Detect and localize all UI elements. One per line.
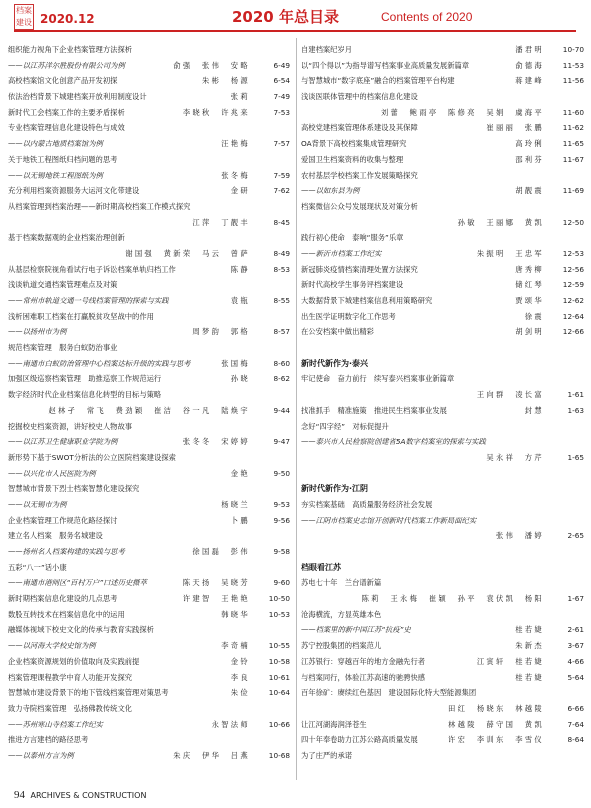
toc-entry [8, 419, 290, 435]
page-title-en: Contents of 2020 [381, 10, 473, 24]
toc-entry-page: 3-67 [567, 641, 584, 651]
page-title: 2020 年总目录 [232, 8, 339, 26]
toc-entry [8, 73, 290, 89]
toc-entry-authors: 崔丽丽 张鹏 [486, 123, 544, 133]
toc-entry-page: 7-49 [273, 92, 290, 102]
toc-entry-title: 浅谈医联体管理中的档案信息化建设 [301, 92, 418, 102]
toc-entry [8, 168, 290, 184]
toc-entry-title: ——以扬州市为例 [8, 327, 67, 337]
toc-entry-page: 11-69 [562, 186, 584, 196]
toc-entry-authors: 陈静 [230, 264, 250, 274]
toc-entry [8, 638, 290, 654]
toc-entry [301, 246, 584, 262]
toc-gap [301, 544, 584, 560]
toc-section-heading [301, 560, 584, 576]
toc-entry-title: ——南通市港闸区“百村万户”口述历史摄萃 [8, 578, 147, 588]
toc-entry-authors: 孙晓 [230, 374, 250, 384]
toc-entry-authors: 吴永祥 方芹 [486, 452, 544, 462]
toc-entry-authors: 俞德海 [515, 60, 544, 70]
issue-label: 2020.12 [40, 12, 95, 26]
toc-entry-authors: 孙敏 王丽娜 黄凯 [457, 217, 544, 227]
toc-entry-authors: 潘君明 [515, 45, 544, 54]
toc-entry [8, 560, 290, 576]
toc-entry-title: 组织能力视角下企业档案管理方法探析 [8, 45, 133, 54]
toc-entry-authors: 胡剑明 [515, 327, 544, 337]
toc-entry-title: 高校档案馆文化创意产品开发初探 [8, 76, 118, 86]
toc-entry [301, 622, 584, 638]
toc-entry [8, 105, 290, 121]
toc-entry-title: ——新沂市档案工作纪实 [301, 248, 382, 258]
toc-entry [8, 670, 290, 686]
toc-entry [301, 371, 584, 387]
toc-entry-authors: 赵林孑 常飞 费劲颖 崔洁 谷一凡 陆焕宇 [48, 405, 250, 415]
toc-entry-page: 8-57 [273, 327, 290, 337]
toc-entry-title: 与档案同行，体验江苏高速的驰骋快感 [301, 672, 426, 682]
toc-entry-authors: 汪艳梅 [221, 139, 250, 149]
toc-section-heading [301, 481, 584, 497]
toc-entry-title: 让江河湖海润泽苍生 [301, 719, 367, 729]
toc-entry-title: 智慧城市建设背景下的地下管线档案管理对策思考 [8, 688, 169, 698]
toc-entry-page: 10-58 [268, 656, 290, 666]
toc-entry [301, 105, 584, 121]
toc-entry [301, 152, 584, 168]
toc-entry-authors: 唐秀柳 [515, 264, 544, 274]
toc-entry-authors: 韩晓华 [221, 609, 250, 619]
toc-entry [8, 58, 290, 74]
toc-entry [8, 575, 290, 591]
toc-entry-page: 12-59 [562, 280, 584, 290]
column-divider [296, 38, 297, 780]
toc-entry-authors: 贾颂华 [515, 296, 544, 305]
toc-entry-page: 10-61 [268, 672, 290, 682]
toc-entry [8, 701, 290, 717]
toc-entry [301, 654, 584, 670]
toc-entry-title: ——以泰州方言为例 [8, 750, 74, 760]
toc-entry-title: 从基层检察院视角看试行电子诉讼档案单轨归档工作 [8, 264, 176, 274]
toc-entry-title: 数字经济时代企业档案信息化转型的目标与策略 [8, 390, 162, 400]
toc-entry-page: 8-45 [273, 217, 290, 227]
toc-entry [301, 528, 584, 544]
toc-entry-page: 10-66 [268, 719, 290, 729]
toc-entry [8, 230, 290, 246]
toc-entry-page: 4-66 [567, 656, 584, 666]
toc-entry-authors: 朱振明 王忠军 [476, 248, 544, 258]
toc-entry-page: 8-49 [273, 248, 290, 258]
toc-entry [8, 246, 290, 262]
journal-name: ARCHIVES & CONSTRUCTION [30, 791, 147, 800]
toc-entry-page: 1-63 [567, 405, 584, 415]
toc-entry-title: 与智慧城市“数字底座”融合的档案管理平台构建 [301, 76, 455, 86]
toc-entry-title: 念好“四字经” 对标促提升 [301, 421, 389, 431]
toc-entry [8, 387, 290, 403]
toc-entry-title: 新形势下基于SWOT分析法的公立医院档案建设探索 [8, 452, 176, 462]
toc-entry-title: 五彩“八一”话小康 [8, 562, 67, 572]
toc-entry-title: 基于档案数据观的企业档案治理创新 [8, 233, 125, 243]
toc-entry [8, 293, 290, 309]
toc-entry-authors: 陈天扬 吴晓芳 [182, 578, 250, 588]
toc-entry-title: 从档案管理到档案治理——新时期高校档案工作模式探究 [8, 201, 191, 211]
toc-entry [8, 544, 290, 560]
toc-entry-authors: 徐国磊 彭伟 [192, 547, 250, 556]
toc-entry-page: 2-65 [567, 531, 584, 541]
toc-entry-authors: 林越陵 薛守国 黄凯 [448, 719, 544, 729]
toc-entry [8, 371, 290, 387]
toc-entry-title: 企业档案管理工作规范化路径探讨 [8, 515, 118, 525]
toc-entry-page: 7-59 [273, 170, 290, 180]
toc-entry [301, 183, 584, 199]
toc-entry-title: ——档案里的新中国江苏“抗疫”史 [301, 625, 411, 635]
toc-entry [8, 466, 290, 482]
toc-entry-page: 12-62 [562, 296, 584, 305]
toc-entry [301, 607, 584, 623]
toc-entry-title: 档案微信公众号发展现状及对策分析 [301, 201, 418, 211]
toc-entry-authors: 许宏 李训东 李雪仪 [448, 735, 544, 745]
toc-entry [8, 513, 290, 529]
toc-entry-title: 找准抓手 精准施策 推进民生档案事业发展 [301, 405, 447, 415]
toc-entry-title: 牢记使命 奋力前行 续写泰兴档案事业新篇章 [301, 374, 455, 384]
toc-entry-title: 推进方言建档的路径思考 [8, 735, 89, 745]
toc-entry-title: 档眼看江苏 [301, 562, 341, 572]
toc-entry [301, 732, 584, 748]
toc-entry [8, 481, 290, 497]
toc-entry-title: ——江阴市档案史志馆开创新时代档案工作新局面纪实 [301, 515, 477, 525]
toc-entry [301, 403, 584, 419]
toc-entry-authors: 张冬冬 宋婷婷 [182, 437, 250, 447]
toc-entry-title: ——南通市白蚁防治管理中心档案达标升级的实践与思考 [8, 358, 191, 368]
toc-entry-page: 11-60 [562, 107, 584, 117]
toc-entry [8, 89, 290, 105]
toc-entry-title: 江苏银行：穿越百年的地方金融先行者 [301, 656, 426, 666]
toc-entry-title: 企业档案资源规划的价值取向及实践前提 [8, 656, 140, 666]
toc-entry-title: 新时代新作为·泰兴 [301, 358, 369, 368]
toc-entry-page: 6-66 [567, 703, 584, 713]
toc-entry-authors: 储红琴 [515, 280, 544, 290]
toc-entry [301, 73, 584, 89]
toc-entry-page: 10-50 [268, 594, 290, 604]
toc-entry [8, 262, 290, 278]
toc-entry [301, 230, 584, 246]
toc-entry [8, 732, 290, 748]
toc-entry [301, 434, 584, 450]
toc-gap [301, 466, 584, 482]
toc-entry-page: 9-44 [273, 405, 290, 415]
toc-entry [8, 450, 290, 466]
toc-entry-page: 10-53 [268, 609, 290, 619]
toc-entry [8, 277, 290, 293]
toc-entry-title: 在公安档案中做出精彩 [301, 327, 374, 337]
toc-entry-page: 8-62 [273, 374, 290, 384]
toc-entry-page: 1-61 [567, 390, 584, 400]
toc-entry-page: 10-64 [268, 688, 290, 698]
toc-entry-authors: 桂若婕 [515, 672, 544, 682]
toc-entry-title: 爱国卫生档案资料的收集与整理 [301, 154, 404, 164]
toc-entry-title: 新冠肺炎疫情档案清理处置方法探究 [301, 264, 418, 274]
toc-entry-authors: 张国梅 [221, 358, 250, 368]
toc-entry-title: 专业档案管理信息化建设特色与成效 [8, 123, 125, 133]
toc-entry [301, 638, 584, 654]
toc-entry-authors: 高玲俐 [515, 139, 544, 149]
toc-entry-authors: 朱庆 伊华 吕燕 [173, 750, 250, 760]
toc-entry [301, 450, 584, 466]
toc-entry-authors: 卜鹏 [230, 515, 250, 525]
toc-entry-authors: 朱俭 [230, 688, 250, 698]
toc-entry-title: 浅谈轨道交通档案管理难点及对策 [8, 280, 118, 290]
toc-entry-authors: 金研 [230, 186, 250, 196]
toc-entry [301, 324, 584, 340]
toc-entry [8, 685, 290, 701]
toc-entry-title: ——以无锡地铁工程图纸为例 [8, 170, 103, 180]
toc-entry [301, 419, 584, 435]
toc-entry-authors: 金铃 [230, 656, 250, 666]
toc-entry-title: 浅析困难职工档案在打赢脱贫攻坚战中的作用 [8, 311, 154, 321]
toc-entry-title: 致力寺院档案管理 弘扬佛教传统文化 [8, 703, 133, 713]
toc-entry-page: 10-68 [268, 750, 290, 760]
toc-entry-title: 智慧城市背景下烈士档案智慧化建设探究 [8, 484, 140, 494]
toc-entry-page: 12-66 [562, 327, 584, 337]
toc-entry-page: 8-55 [273, 296, 290, 305]
toc-entry-title: ——以无锡市为例 [8, 499, 67, 509]
toc-entry-title: 高校党建档案管理体系建设及其保障 [301, 123, 418, 133]
toc-entry-title: 档案管理课程教学中育人功能开发探究 [8, 672, 133, 682]
toc-entry-authors: 朱新杰 [515, 641, 544, 651]
toc-entry-title: 苏电七十年 兰台谱新篇 [301, 578, 382, 588]
toc-entry-page: 8-53 [273, 264, 290, 274]
toc-entry-page: 11-65 [562, 139, 584, 149]
toc-entry-title: 融媒体视域下校史文化的传承与教育实践探析 [8, 625, 154, 635]
page-footer [14, 789, 146, 801]
toc-entry-authors: 李良 [230, 672, 250, 682]
toc-entry-authors: 封慧 [524, 405, 544, 415]
toc-entry [8, 607, 290, 623]
toc-entry-title: ——扬州名人档案构建的实践与思考 [8, 547, 125, 556]
toc-entry-authors: 李奇楠 [221, 641, 250, 651]
toc-entry [8, 497, 290, 513]
toc-entry [8, 199, 290, 215]
toc-right-column [301, 42, 584, 764]
toc-entry-page: 9-56 [273, 515, 290, 525]
toc-entry [8, 403, 290, 419]
toc-entry [301, 215, 584, 231]
toc-entry-page: 7-53 [273, 107, 290, 117]
toc-entry-page: 7-64 [567, 719, 584, 729]
toc-entry-page: 11-62 [562, 123, 584, 133]
toc-entry-title: 规范档案管理 服务白蚁防治事业 [8, 343, 118, 353]
toc-entry-title: ——以江苏卫生健康职业学院为例 [8, 437, 118, 447]
toc-entry-page: 6-49 [273, 60, 290, 70]
toc-entry-title: 践行初心使命 泰响“服务”乐章 [301, 233, 404, 243]
toc-entry-title: 充分利用档案资源服务大运河文化带建设 [8, 186, 140, 196]
toc-entry-page: 9-47 [273, 437, 290, 447]
toc-entry-title: ——以兴化市人民医院为例 [8, 468, 96, 478]
toc-entry [8, 309, 290, 325]
toc-entry [8, 42, 290, 58]
toc-entry-title: OA背景下高校档案集成管理研究 [301, 139, 407, 149]
toc-entry [301, 58, 584, 74]
toc-entry-title: 新时代工会档案工作的主要矛盾探析 [8, 107, 125, 117]
toc-entry [8, 324, 290, 340]
toc-entry-authors: 周梦韵 郭格 [192, 327, 250, 337]
toc-entry [8, 215, 290, 231]
toc-entry-page: 10-55 [268, 641, 290, 651]
toc-entry-title: 百年徐矿：赓续红色基因 建设国际化特大型能源集团 [301, 688, 477, 698]
toc-entry-page: 8-64 [567, 735, 584, 745]
toc-entry-page: 12-50 [562, 217, 584, 227]
toc-entry-page: 11-53 [562, 60, 584, 70]
toc-entry-page: 12-56 [562, 264, 584, 274]
toc-entry-page: 5-64 [567, 672, 584, 682]
toc-entry [8, 340, 290, 356]
toc-entry-page: 8-60 [273, 358, 290, 368]
toc-entry-title: 挖掘校史档案资源，讲好校史人物故事 [8, 421, 133, 431]
toc-entry-authors: 李晓秋 许兆来 [182, 107, 250, 117]
toc-entry-authors: 张伟 潘婷 [496, 531, 544, 541]
toc-entry [301, 685, 584, 701]
toc-entry [301, 309, 584, 325]
toc-entry-title: 沧海横流，方显英雄本色 [301, 609, 382, 619]
toc-entry-page: 1-65 [567, 452, 584, 462]
toc-entry-page: 9-60 [273, 578, 290, 588]
toc-entry-authors: 杨晓兰 [221, 499, 250, 509]
toc-entry-title: 苏宁控股集团的档案范儿 [301, 641, 382, 651]
toc-entry-title: 新时期档案信息化建设的几点思考 [8, 594, 118, 604]
toc-entry [301, 575, 584, 591]
toc-entry-page: 6-54 [273, 76, 290, 86]
toc-entry-title: ——以内蒙古地质档案馆为例 [8, 139, 103, 149]
toc-entry-title: 自建档案纪岁月 [301, 45, 353, 54]
toc-entry-page: 7-62 [273, 186, 290, 196]
toc-entry [301, 670, 584, 686]
toc-entry [8, 120, 290, 136]
toc-entry-title: 依法治档背景下城建档案开放利用制度设计 [8, 92, 147, 102]
toc-entry-page: 11-56 [562, 76, 584, 86]
toc-entry-authors: 田红 杨晓东 林越陵 [448, 703, 544, 713]
toc-entry-authors: 胡靓震 [515, 186, 544, 196]
toc-entry [301, 387, 584, 403]
toc-entry-title: 为了庄严的承诺 [301, 750, 353, 760]
toc-section-heading [301, 356, 584, 372]
toc-entry [8, 434, 290, 450]
toc-entry-authors: 金艳 [230, 468, 250, 478]
header-rule [14, 30, 576, 32]
toc-entry [301, 717, 584, 733]
toc-entry [301, 513, 584, 529]
toc-entry [301, 277, 584, 293]
toc-entry-page: 10-70 [562, 45, 584, 54]
toc-entry-title: 关于地铁工程图纸归档问题的思考 [8, 154, 118, 164]
toc-entry-page: 2-61 [567, 625, 584, 635]
toc-entry [301, 89, 584, 105]
toc-entry-title: 出生医学证明数字化工作思考 [301, 311, 396, 321]
toc-entry [301, 748, 584, 764]
toc-entry-authors: 徐震 [524, 311, 544, 321]
toc-entry-title: 以“四个得以”为指导谱写档案事业高质量发展新篇章 [301, 60, 470, 70]
toc-entry-page: 1-67 [567, 594, 584, 604]
toc-entry-authors: 蒋建峰 [515, 76, 544, 86]
toc-entry [301, 136, 584, 152]
toc-entry-authors: 永智法师 [211, 719, 250, 729]
toc-entry-title: 农村基层学校档案工作发展策略探究 [301, 170, 418, 180]
toc-entry-title: 数股互转技术在档案信息化中的运用 [8, 609, 125, 619]
toc-entry-authors: 陈莉 王永梅 崔颖 孙平 袁伏凯 杨阳 [361, 594, 544, 604]
toc-entry [301, 497, 584, 513]
toc-entry-title: 新时代新作为·江阴 [301, 484, 369, 494]
toc-entry-authors: 刘蕾 鲍雨亭 陈修亮 吴娟 虞海平 [380, 107, 544, 117]
toc-entry-authors: 许建智 王艳艳 [182, 594, 250, 604]
toc-entry [301, 120, 584, 136]
toc-entry-title: 夯实档案基础 高质量服务经济社会发展 [301, 499, 433, 509]
page-header [0, 0, 591, 38]
toc-entry-authors: 桂若婕 [515, 625, 544, 635]
toc-entry-page: 12-64 [562, 311, 584, 321]
toc-entry [8, 136, 290, 152]
toc-entry-title: 建立名人档案 服务名城建设 [8, 531, 103, 541]
toc-entry-authors: 邵利芬 [515, 154, 544, 164]
toc-entry [8, 356, 290, 372]
toc-entry-page: 7-57 [273, 139, 290, 149]
toc-entry-title: ——以如东县为例 [301, 186, 360, 196]
toc-entry-page: 12-53 [562, 248, 584, 258]
toc-entry-title: ——以河海大学校史馆为例 [8, 641, 96, 651]
toc-entry [301, 168, 584, 184]
toc-entry-authors: 王向群 凌长富 [476, 390, 544, 400]
toc-left-column [8, 42, 290, 764]
toc-entry-title: ——苏州寒山寺档案工作纪实 [8, 719, 103, 729]
toc-entry-authors: 张冬梅 [221, 170, 250, 180]
toc-entry [8, 591, 290, 607]
toc-entry-authors: 朱彬 杨源 [202, 76, 250, 86]
toc-entry-title: ——以江苏洋尔胜股份有限公司为例 [8, 60, 125, 70]
toc-entry-authors: 俞强 张伟 安略 [173, 60, 250, 70]
toc-entry-authors: 张莉 [230, 92, 250, 102]
toc-entry [301, 293, 584, 309]
toc-entry-page: 9-50 [273, 468, 290, 478]
toc-entry [301, 591, 584, 607]
toc-entry-title: ——泰兴市人民检察院创建省5A数字档案室的探索与实践 [301, 437, 486, 447]
toc-entry-authors: 谢国强 黄新荣 马云 曾萨 [125, 248, 250, 258]
toc-entry [301, 42, 584, 58]
toc-entry-title: 四十年奉卷助力江苏公路高质量发展 [301, 735, 418, 745]
toc-entry-authors: 袁瓶 [230, 296, 250, 305]
toc-entry [8, 654, 290, 670]
toc-entry [301, 199, 584, 215]
toc-entry-title: 加强区级巡察档案管理 助推巡察工作规范运行 [8, 374, 162, 384]
journal-logo: 档案建设 [14, 4, 34, 30]
page-number: 94 [14, 789, 25, 801]
toc-entry [301, 262, 584, 278]
toc-entry-title: 新时代高校学生事务评档案建设 [301, 280, 404, 290]
toc-entry [8, 528, 290, 544]
toc-entry [8, 717, 290, 733]
toc-entry-page: 9-53 [273, 499, 290, 509]
toc-entry-title: 大数据背景下城建档案信息利用策略研究 [301, 296, 433, 305]
toc-entry-authors: 江萍 丁靓丰 [192, 217, 250, 227]
toc-gap [301, 340, 584, 356]
toc-entry-page: 9-58 [273, 547, 290, 556]
toc-entry [301, 701, 584, 717]
toc-entry-authors: 江寅轩 桂若婕 [476, 656, 544, 666]
toc-entry [8, 748, 290, 764]
toc-entry [8, 152, 290, 168]
toc-entry [8, 183, 290, 199]
toc-entry [8, 622, 290, 638]
toc-entry-title: ——常州市轨道交通一号线档案管理的探索与实践 [8, 296, 169, 305]
toc-entry-page: 11-67 [562, 154, 584, 164]
